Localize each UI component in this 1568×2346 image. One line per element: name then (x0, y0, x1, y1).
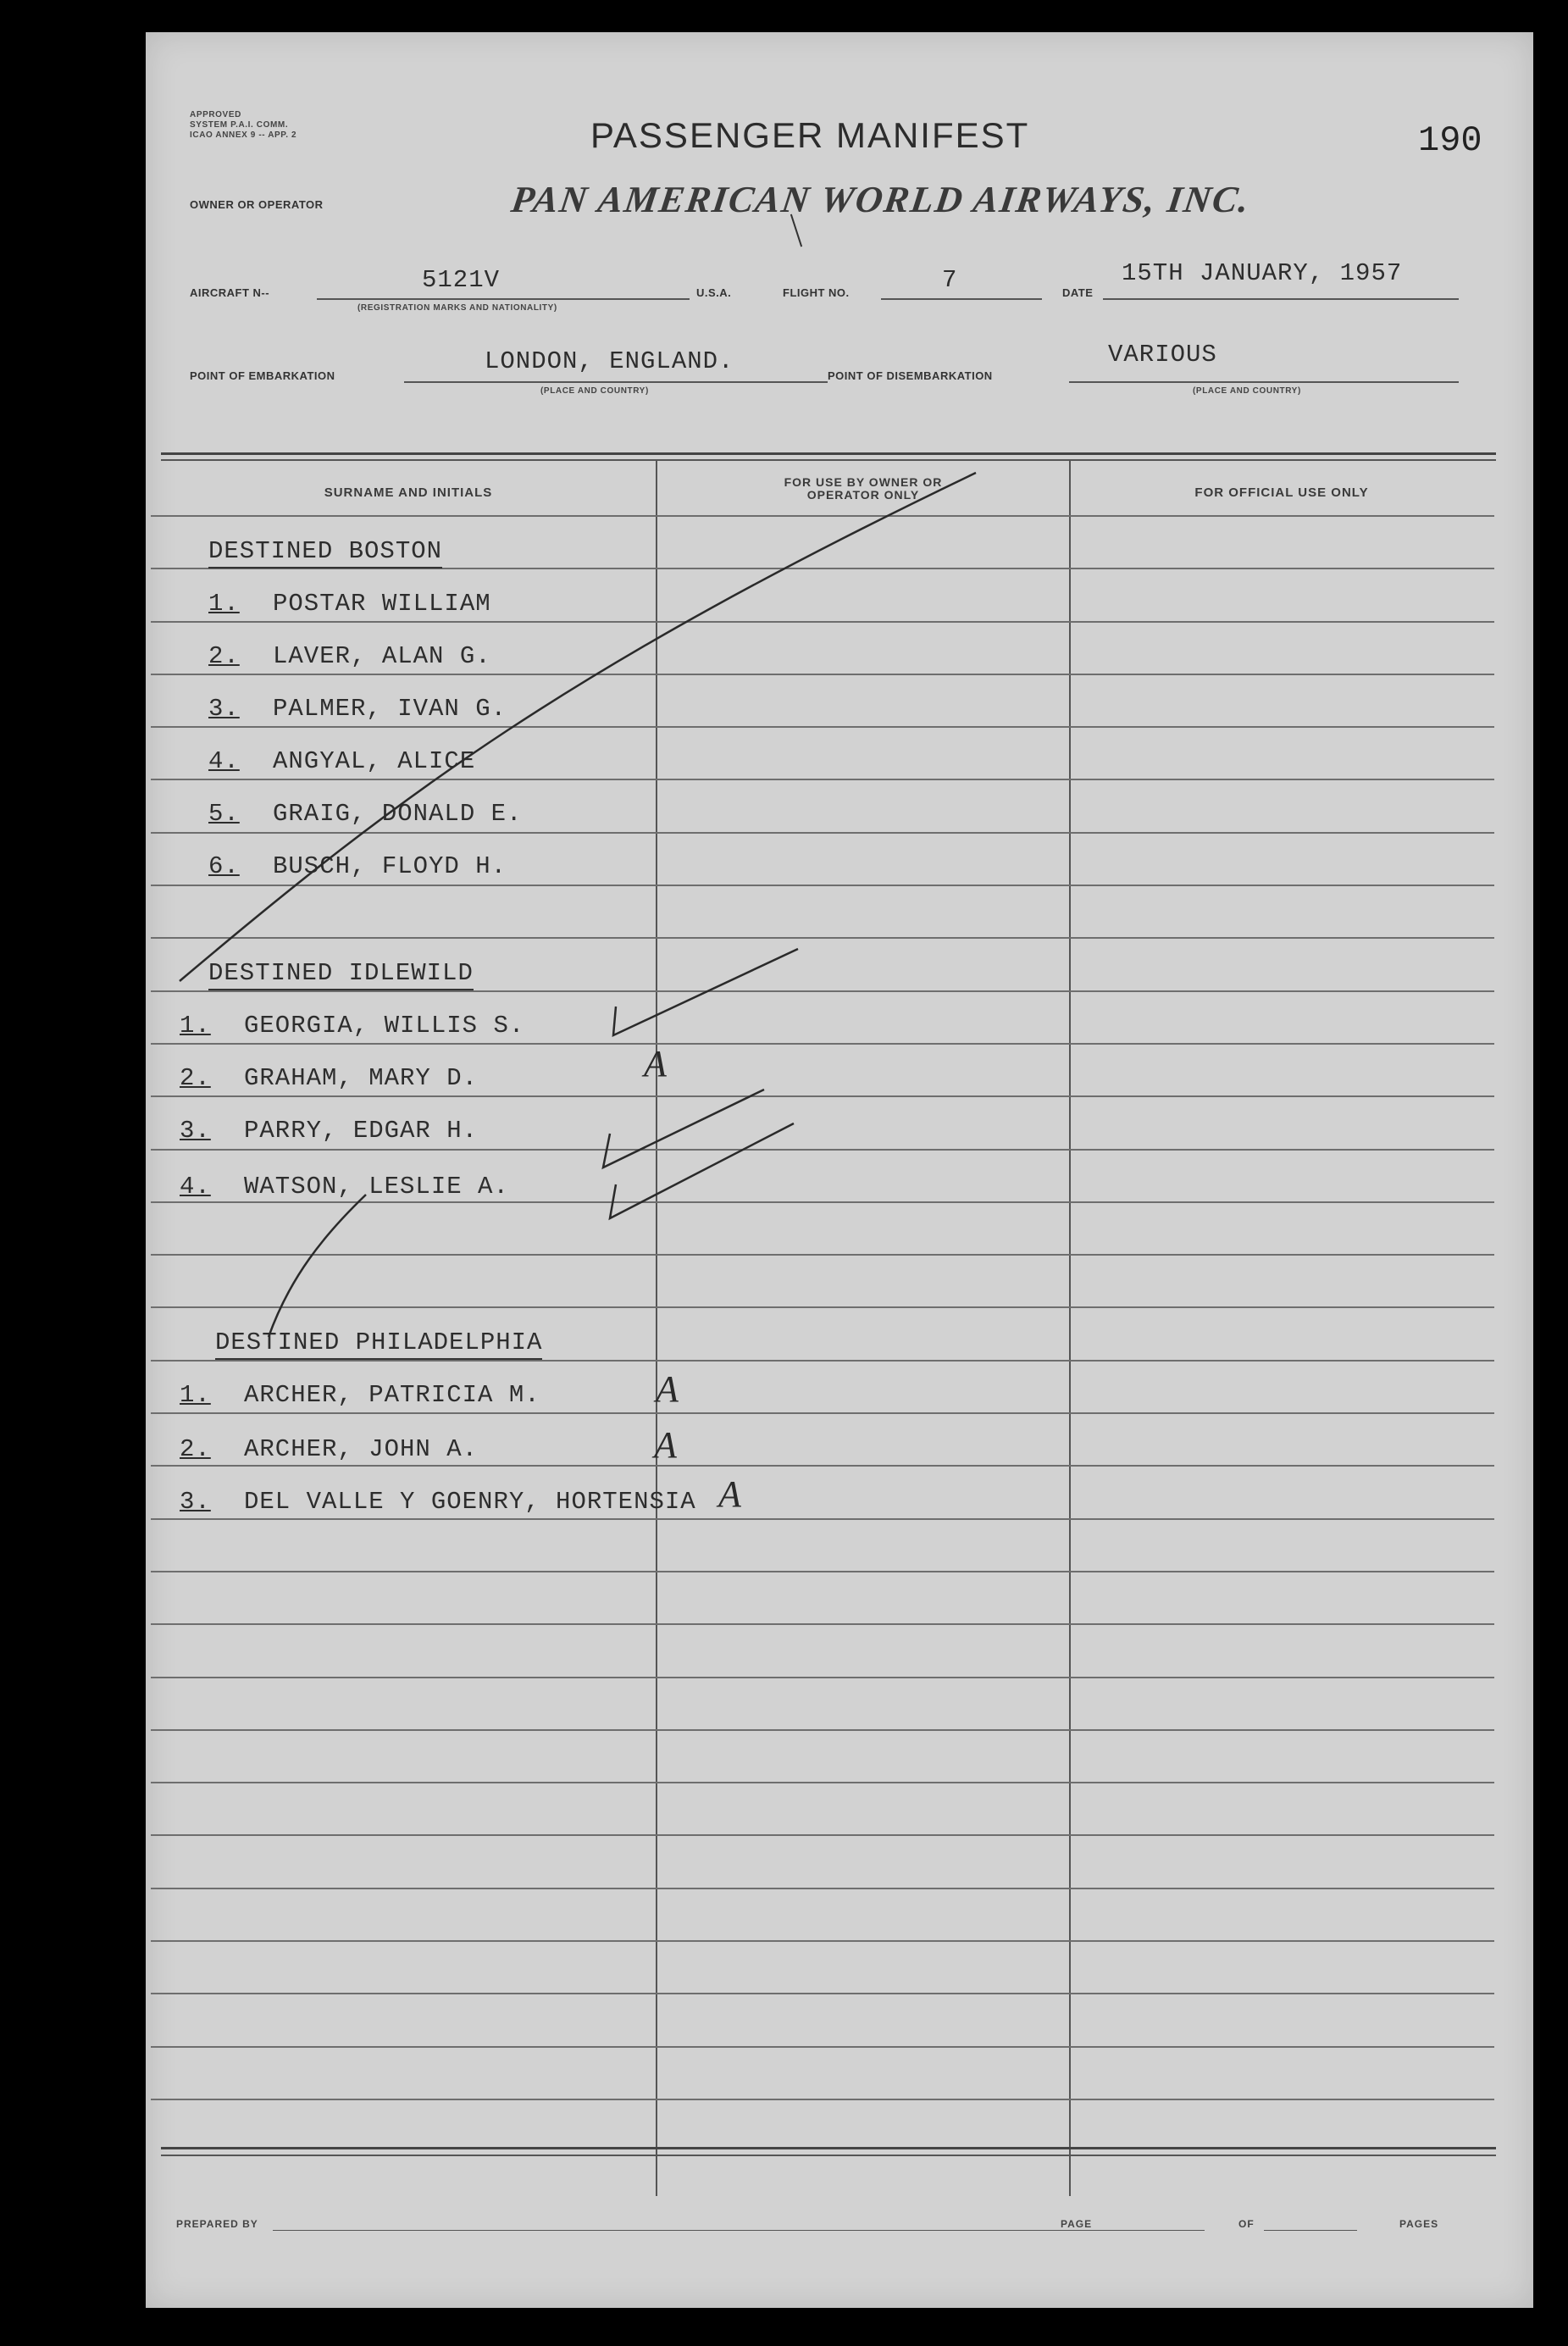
row-rule (151, 1095, 1494, 1097)
table-bottom-rule-2 (161, 2155, 1496, 2156)
passenger-entry (180, 1012, 524, 1040)
date-value: 15TH JANUARY, 1957 (1122, 259, 1403, 287)
row-rule (151, 1201, 1494, 1203)
passenger-name: WATSON, LESLIE A. (244, 1173, 509, 1201)
handwritten-a-mark: A (654, 1424, 677, 1466)
column-header-surname: SURNAME AND INITIALS (324, 485, 493, 500)
row-rule (151, 2046, 1494, 2048)
entry-number: 6. (208, 852, 240, 880)
disembarkation-label: POINT OF DISEMBARKATION (828, 369, 993, 382)
check-mark (613, 949, 798, 1035)
passenger-name: LAVER, ALAN G. (273, 642, 491, 670)
approval-line: ICAO ANNEX 9 -- APP. 2 (190, 130, 297, 140)
column-header-owner-use: FOR USE BY OWNER OR OPERATOR ONLY (784, 475, 943, 502)
date-label: DATE (1062, 286, 1094, 299)
passenger-entry (208, 590, 491, 618)
approval-block (190, 110, 296, 141)
entry-number: 5. (208, 800, 240, 828)
embarkation-underline (404, 381, 828, 383)
of-label: OF (1238, 2218, 1255, 2230)
aircraft-label: AIRCRAFT N-- (190, 286, 270, 299)
page-label: PAGE (1061, 2218, 1093, 2230)
passenger-name: ARCHER, JOHN A. (244, 1435, 479, 1463)
passenger-entry (180, 1488, 696, 1516)
handwritten-a-mark: A (718, 1473, 741, 1515)
prepared-by-label: PREPARED BY (176, 2218, 258, 2230)
passenger-entry (180, 1064, 478, 1092)
row-rule (151, 1043, 1494, 1045)
passenger-entry (208, 642, 491, 670)
row-rule (151, 2099, 1494, 2100)
entry-number: 1. (180, 1012, 211, 1040)
row-rule (151, 1623, 1494, 1625)
disembarkation-value: VARIOUS (1108, 341, 1217, 369)
row-rule (151, 1782, 1494, 1783)
entry-number: 2. (180, 1435, 211, 1463)
passenger-name: POSTAR WILLIAM (273, 590, 491, 618)
passenger-entry (208, 800, 522, 828)
approval-line: SYSTEM P.A.I. COMM. (190, 120, 289, 130)
section-heading-boston: DESTINED BOSTON (208, 537, 442, 568)
passenger-name: ARCHER, PATRICIA M. (244, 1381, 540, 1409)
page-title: PASSENGER MANIFEST (590, 115, 1030, 155)
entry-number: 3. (208, 695, 240, 723)
row-rule (151, 885, 1494, 886)
handwritten-a-mark: A (656, 1368, 679, 1410)
passenger-entry (208, 695, 507, 723)
table-top-rule-2 (161, 459, 1496, 461)
row-rule (151, 674, 1494, 675)
date-underline (1103, 298, 1459, 300)
passenger-entry (208, 852, 507, 880)
row-rule (151, 1518, 1494, 1520)
passenger-name: GEORGIA, WILLIS S. (244, 1012, 525, 1040)
entry-number: 2. (180, 1064, 211, 1092)
usa-label: U.S.A. (696, 286, 732, 299)
aircraft-caption: (REGISTRATION MARKS AND NATIONALITY) (357, 303, 557, 313)
entry-number: 3. (180, 1117, 211, 1145)
manifest-page (146, 32, 1533, 2308)
entry-number: 3. (180, 1488, 211, 1516)
embarkation-label: POINT OF EMBARKATION (190, 369, 335, 382)
entry-number: 4. (180, 1173, 211, 1201)
row-rule (151, 1360, 1494, 1362)
strike-line (269, 1195, 366, 1337)
passenger-entry (208, 747, 475, 775)
disembarkation-caption: (PLACE AND COUNTRY) (1193, 386, 1301, 396)
section-heading-philadelphia: DESTINED PHILADELPHIA (215, 1328, 542, 1360)
flight-label: FLIGHT NO. (783, 286, 850, 299)
row-rule (151, 1834, 1494, 1836)
check-mark (603, 1090, 764, 1167)
passenger-name: ANGYAL, ALICE (273, 747, 476, 775)
column-divider (1069, 461, 1071, 2196)
row-rule (151, 1571, 1494, 1572)
embarkation-caption: (PLACE AND COUNTRY) (540, 386, 649, 396)
row-rule (151, 1306, 1494, 1308)
row-rule (151, 1888, 1494, 1889)
row-rule (151, 832, 1494, 834)
prepared-by-line (273, 2230, 1111, 2231)
flight-value: 7 (942, 266, 958, 294)
passenger-entry (180, 1117, 478, 1145)
section-heading-idlewild: DESTINED IDLEWILD (208, 959, 474, 990)
table-top-rule (161, 452, 1496, 455)
page-line (1103, 2230, 1205, 2231)
flight-underline (881, 298, 1042, 300)
page-number: 190 (1418, 120, 1482, 161)
table-bottom-rule (161, 2147, 1496, 2149)
handwritten-a-mark: A (644, 1043, 667, 1084)
passenger-name: BUSCH, FLOYD H. (273, 852, 507, 880)
row-rule (151, 1465, 1494, 1467)
passenger-entry (180, 1435, 478, 1463)
of-line (1264, 2230, 1357, 2231)
row-rule (151, 1993, 1494, 1994)
entry-number: 1. (208, 590, 240, 618)
check-mark (610, 1123, 794, 1218)
column-divider (656, 461, 657, 2196)
row-rule (151, 1412, 1494, 1414)
row-rule (151, 621, 1494, 623)
passenger-name: GRAHAM, MARY D. (244, 1064, 479, 1092)
row-rule (151, 1677, 1494, 1678)
entry-number: 2. (208, 642, 240, 670)
passenger-name: GRAIG, DONALD E. (273, 800, 523, 828)
passenger-entry (180, 1381, 540, 1409)
row-rule (151, 1254, 1494, 1256)
column-header-official: FOR OFFICIAL USE ONLY (1194, 485, 1369, 500)
row-rule (151, 515, 1494, 517)
aircraft-value: 5121V (422, 266, 501, 294)
row-rule (151, 937, 1494, 939)
entry-number: 1. (180, 1381, 211, 1409)
disembarkation-underline (1069, 381, 1459, 383)
aircraft-underline (317, 298, 690, 300)
row-rule (151, 990, 1494, 992)
passenger-entry (180, 1173, 509, 1201)
approval-line: APPROVED (190, 110, 241, 119)
pages-label: PAGES (1399, 2218, 1439, 2230)
row-rule (151, 779, 1494, 780)
row-rule (151, 1149, 1494, 1151)
row-rule (151, 1729, 1494, 1731)
operator-name: PAN AMERICAN WORLD AIRWAYS, INC. (508, 179, 1254, 220)
row-rule (151, 1940, 1494, 1942)
row-rule (151, 726, 1494, 728)
passenger-name: PALMER, IVAN G. (273, 695, 507, 723)
embarkation-value: LONDON, ENGLAND. (485, 347, 734, 375)
owner-label: OWNER OR OPERATOR (190, 198, 324, 211)
entry-number: 4. (208, 747, 240, 775)
passenger-name: PARRY, EDGAR H. (244, 1117, 479, 1145)
passenger-name: DEL VALLE Y GOENRY, HORTENSIA (244, 1488, 696, 1516)
